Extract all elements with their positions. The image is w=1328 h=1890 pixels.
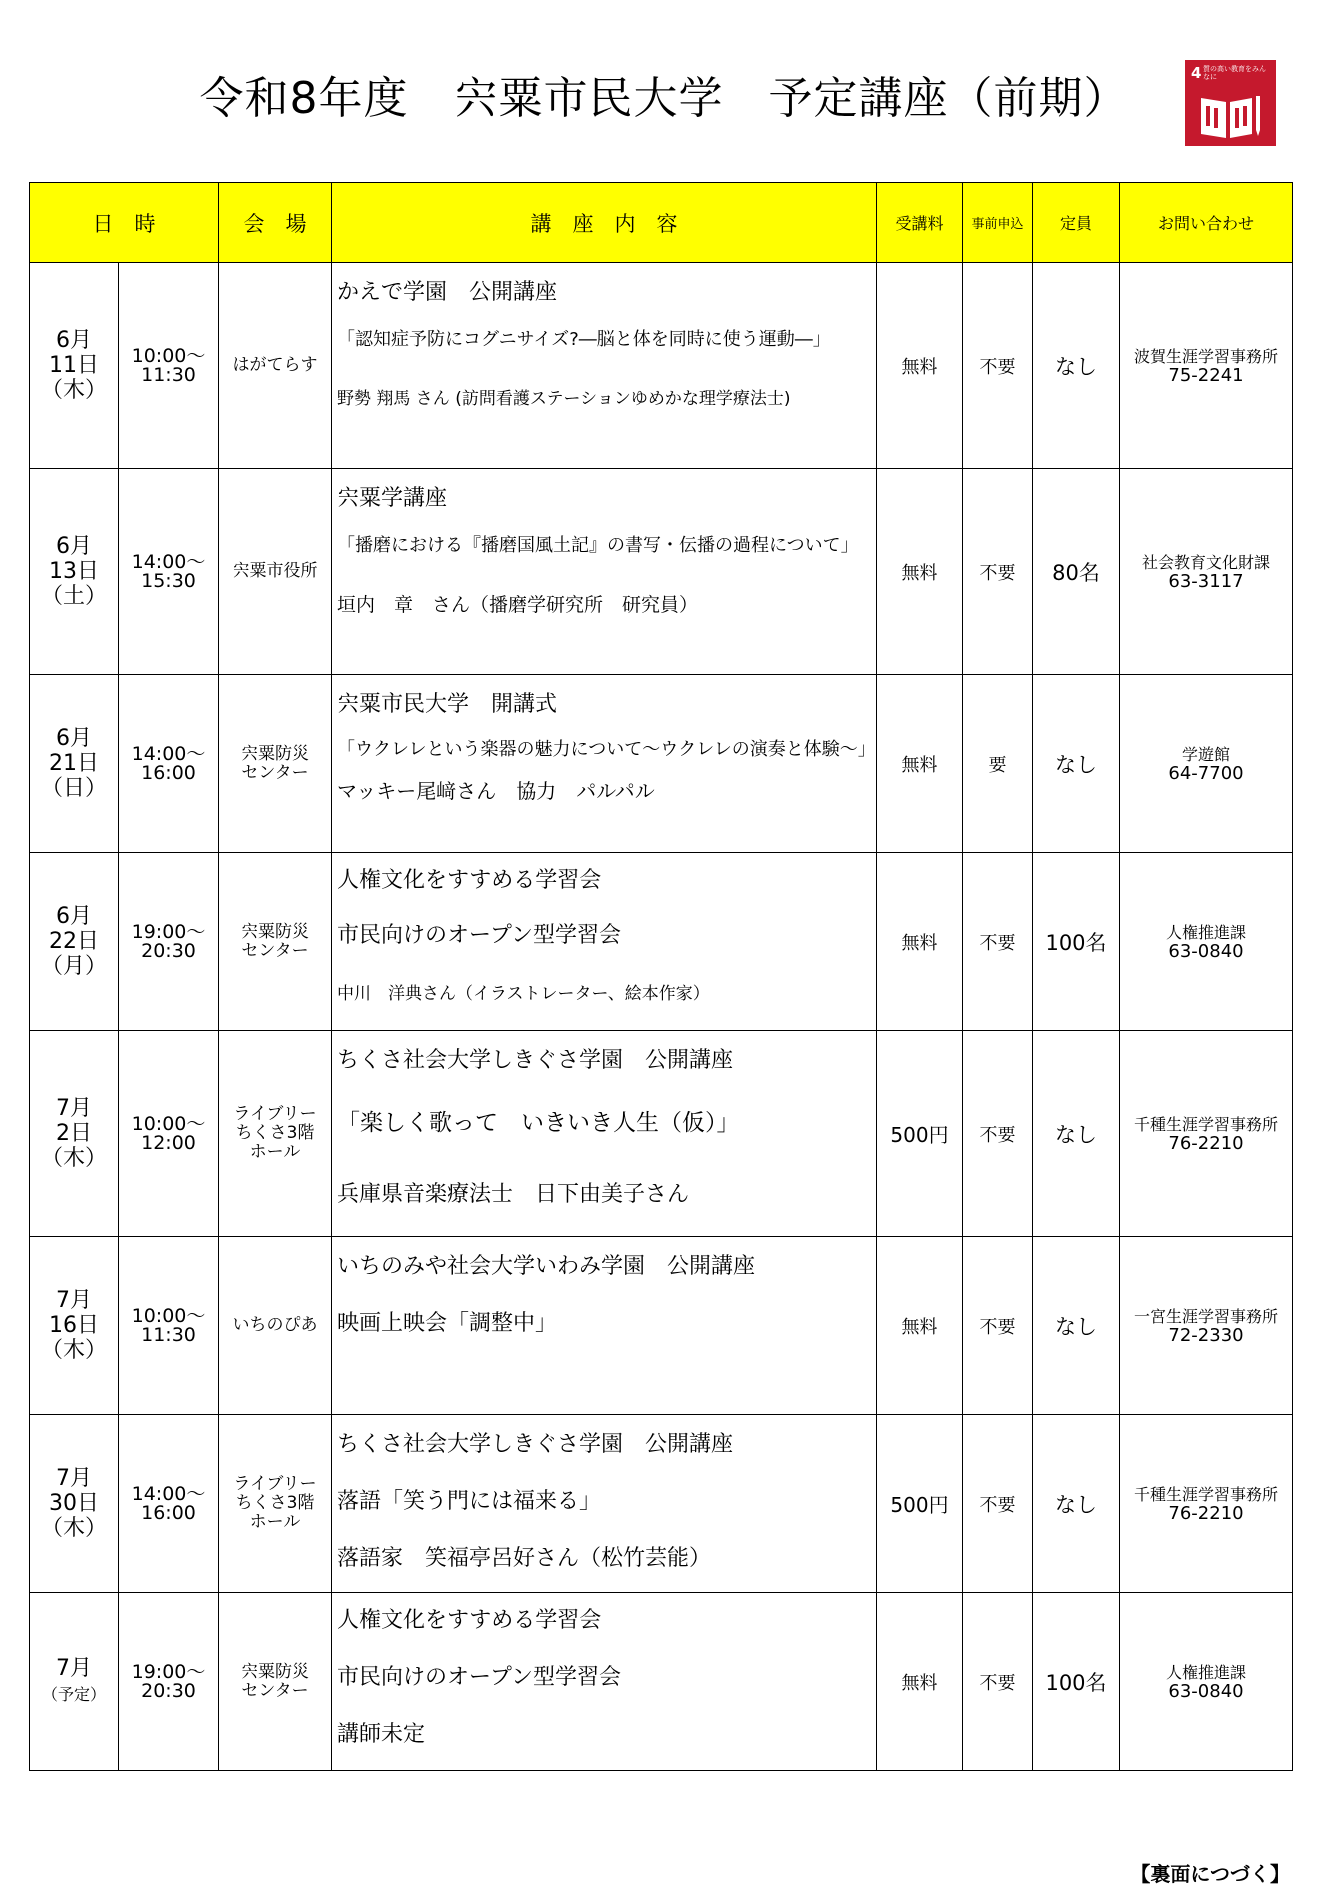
- course-title: 宍粟市民大学 開講式: [337, 692, 558, 717]
- venue-cell: 宍粟防災 センター: [219, 853, 332, 1031]
- fee-cell: 無料: [877, 675, 963, 853]
- header-content: 講 座 内 容: [332, 183, 877, 263]
- table-header-row: [30, 183, 1293, 263]
- date-cell: 7月 2日 （木）: [30, 1031, 119, 1237]
- content-cell: [332, 1031, 877, 1237]
- course-title: ちくさ社会大学しきぐさ学園 公開講座: [337, 1048, 734, 1073]
- course-lecturer: 中川 洋典さん（イラストレーター、絵本作家）: [337, 984, 710, 1004]
- contact-cell: 学遊館 64-7700: [1120, 675, 1293, 853]
- capacity-cell: なし: [1033, 675, 1120, 853]
- venue-cell: 宍粟防災 センター: [219, 675, 332, 853]
- course-topic: 落語「笑う門には福来る」: [337, 1489, 602, 1514]
- preregister-cell: 不要: [963, 1593, 1033, 1771]
- fee-cell: 無料: [877, 263, 963, 469]
- time-cell: 19:00〜 20:30: [119, 853, 219, 1031]
- preregister-cell: 不要: [963, 1237, 1033, 1415]
- header-capacity: 定員: [1033, 183, 1120, 263]
- fee-cell: 無料: [877, 469, 963, 675]
- time-cell: 14:00〜 15:30: [119, 469, 219, 675]
- contact-cell: 人権推進課 63-0840: [1120, 1593, 1293, 1771]
- course-title: 人権文化をすすめる学習会: [337, 1608, 602, 1633]
- header-contact: お問い合わせ: [1120, 183, 1293, 263]
- course-lecturer: 講師未定: [337, 1722, 426, 1747]
- table-row: [30, 469, 1293, 675]
- course-lecturer: 落語家 笑福亭呂好さん（松竹芸能）: [337, 1546, 712, 1571]
- course-topic: 「ウクレレという楽器の魅力について〜ウクレレの演奏と体験〜」: [337, 739, 876, 760]
- date-cell: 6月 11日 （木）: [30, 263, 119, 469]
- table-row: [30, 1237, 1293, 1415]
- content-cell: [332, 853, 877, 1031]
- table-row: [30, 1593, 1293, 1771]
- course-lecturer: 野勢 翔馬 さん (訪問看護ステーションゆめかな理学療法士): [337, 389, 791, 409]
- content-cell: [332, 1237, 877, 1415]
- contact-cell: 千種生涯学習事務所 76-2210: [1120, 1415, 1293, 1593]
- course-topic: 映画上映会「調整中」: [337, 1311, 558, 1336]
- fee-cell: 500円: [877, 1415, 963, 1593]
- course-lecturer: 垣内 章 さん（播磨学研究所 研究員）: [337, 594, 699, 616]
- capacity-cell: なし: [1033, 1415, 1120, 1593]
- table-row: [30, 1031, 1293, 1237]
- content-cell: [332, 1593, 877, 1771]
- preregister-cell: 要: [963, 675, 1033, 853]
- course-title: 宍粟学講座: [337, 486, 448, 511]
- date-cell: 6月 13日 （土）: [30, 469, 119, 675]
- sdg-text: 質の高い教育をみんなに: [1203, 65, 1266, 81]
- preregister-cell: 不要: [963, 469, 1033, 675]
- table-row: [30, 853, 1293, 1031]
- table-row: [30, 675, 1293, 853]
- time-cell: 10:00〜 12:00: [119, 1031, 219, 1237]
- fee-cell: 無料: [877, 853, 963, 1031]
- contact-cell: 一宮生涯学習事務所 72-2330: [1120, 1237, 1293, 1415]
- course-title: ちくさ社会大学しきぐさ学園 公開講座: [337, 1432, 734, 1457]
- contact-cell: 波賀生涯学習事務所 75-2241: [1120, 263, 1293, 469]
- book-pencil-icon: [1197, 88, 1263, 142]
- venue-cell: はがてらす: [219, 263, 332, 469]
- capacity-cell: 100名: [1033, 853, 1120, 1031]
- fee-cell: 500円: [877, 1031, 963, 1237]
- page-title: 令和8年度 宍粟市民大学 予定講座（前期）: [199, 73, 1129, 124]
- course-schedule-table: [29, 182, 1293, 1771]
- preregister-cell: 不要: [963, 1031, 1033, 1237]
- venue-cell: 宍粟防災 センター: [219, 1593, 332, 1771]
- continued-note: 【裏面につづく】: [1130, 1862, 1290, 1886]
- date-cell: 7月 （予定）: [30, 1593, 119, 1771]
- contact-cell: 社会教育文化財課 63-3117: [1120, 469, 1293, 675]
- header-venue: 会 場: [219, 183, 332, 263]
- time-cell: 10:00〜 11:30: [119, 1237, 219, 1415]
- content-cell: [332, 469, 877, 675]
- time-cell: 19:00〜 20:30: [119, 1593, 219, 1771]
- course-title: いちのみや社会大学いわみ学園 公開講座: [337, 1254, 756, 1279]
- capacity-cell: なし: [1033, 263, 1120, 469]
- header-datetime: 日 時: [30, 183, 219, 263]
- capacity-cell: 80名: [1033, 469, 1120, 675]
- course-lecturer: マッキー尾﨑さん 協力 パルパル: [337, 779, 655, 803]
- time-cell: 14:00〜 16:00: [119, 675, 219, 853]
- capacity-cell: なし: [1033, 1031, 1120, 1237]
- preregister-cell: 不要: [963, 263, 1033, 469]
- time-cell: 10:00〜 11:30: [119, 263, 219, 469]
- capacity-cell: 100名: [1033, 1593, 1120, 1771]
- venue-cell: ライブリー ちくさ3階 ホール: [219, 1031, 332, 1237]
- venue-cell: ライブリー ちくさ3階 ホール: [219, 1415, 332, 1593]
- course-topic: 「播磨における『播磨国風土記』の書写・伝播の過程について」: [337, 535, 859, 556]
- content-cell: [332, 1415, 877, 1593]
- course-topic: 「認知症予防にコグニサイズ?―脳と体を同時に使う運動―」: [337, 329, 831, 350]
- course-topic: 市民向けのオープン型学習会: [337, 923, 622, 948]
- preregister-cell: 不要: [963, 853, 1033, 1031]
- date-cell: 7月 30日 （木）: [30, 1415, 119, 1593]
- table-row: [30, 263, 1293, 469]
- content-cell: [332, 675, 877, 853]
- date-cell: 6月 22日 （月）: [30, 853, 119, 1031]
- fee-cell: 無料: [877, 1593, 963, 1771]
- time-cell: 14:00〜 16:00: [119, 1415, 219, 1593]
- date-cell: 6月 21日 （日）: [30, 675, 119, 853]
- header-fee: 受講料: [877, 183, 963, 263]
- date-cell: 7月 16日 （木）: [30, 1237, 119, 1415]
- capacity-cell: なし: [1033, 1237, 1120, 1415]
- venue-cell: いちのぴあ: [219, 1237, 332, 1415]
- preregister-cell: 不要: [963, 1415, 1033, 1593]
- course-title: かえで学園 公開講座: [337, 280, 558, 305]
- sdg-goal-4-badge: [1185, 60, 1276, 146]
- course-lecturer: 兵庫県音楽療法士 日下由美子さん: [337, 1182, 690, 1207]
- header-preregister: 事前申込: [963, 183, 1033, 263]
- course-topic: 市民向けのオープン型学習会: [337, 1665, 622, 1690]
- fee-cell: 無料: [877, 1237, 963, 1415]
- sdg-number: 4: [1191, 64, 1202, 82]
- course-topic: 「楽しく歌って いきいき人生（仮）」: [337, 1110, 740, 1136]
- venue-cell: 宍粟市役所: [219, 469, 332, 675]
- table-row: [30, 1415, 1293, 1593]
- content-cell: [332, 263, 877, 469]
- contact-cell: 人権推進課 63-0840: [1120, 853, 1293, 1031]
- contact-cell: 千種生涯学習事務所 76-2210: [1120, 1031, 1293, 1237]
- course-title: 人権文化をすすめる学習会: [337, 868, 602, 893]
